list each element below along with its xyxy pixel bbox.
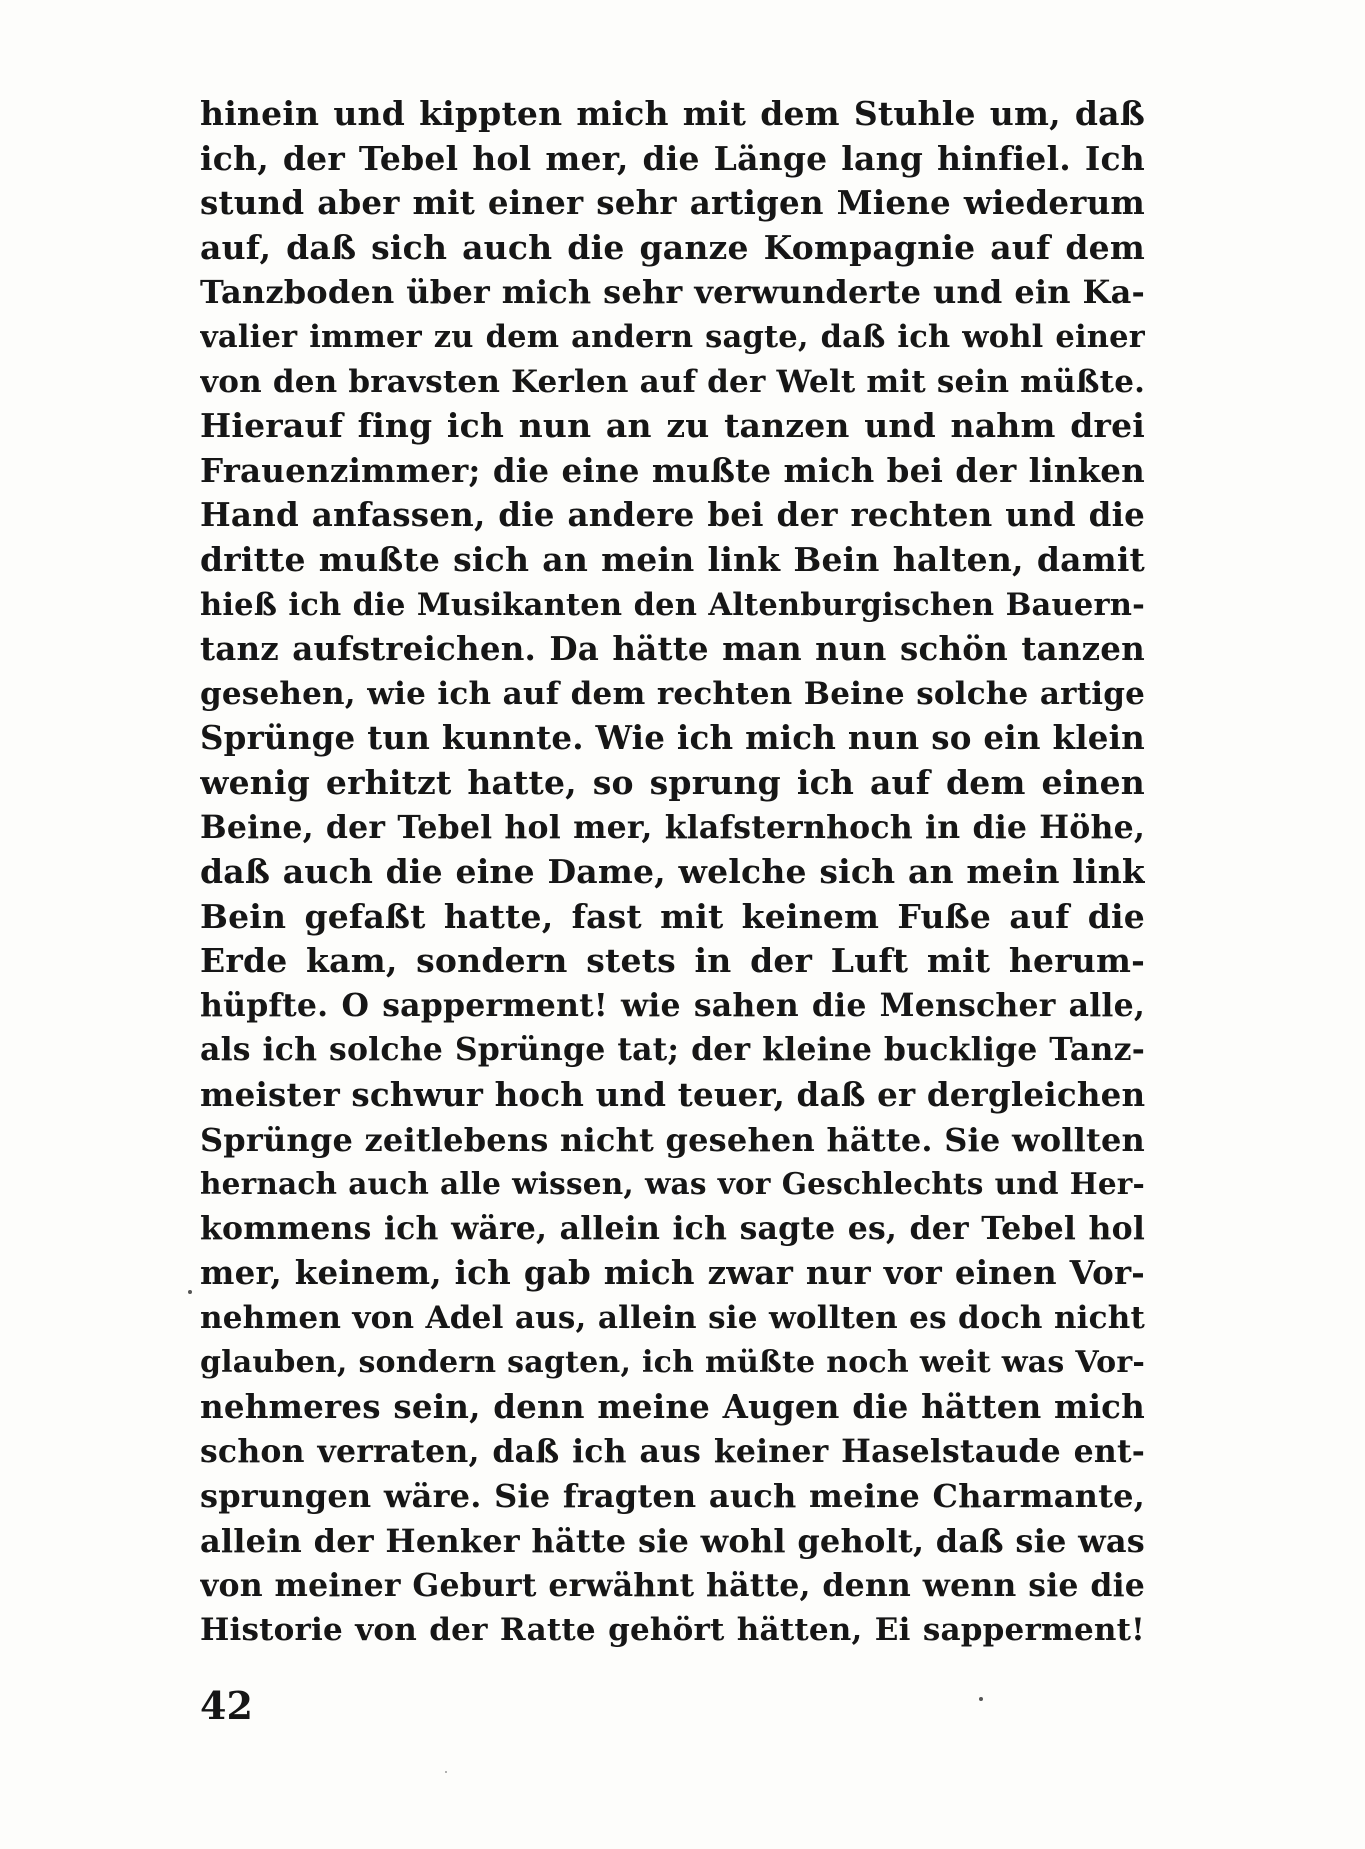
text-line: gesehen, wie ich auf dem rechten Beine solche artige [200, 675, 1145, 712]
text-line: hieß ich die Musikanten den Altenburgischen Bauern- [200, 586, 1145, 623]
page-number: 42 [200, 1683, 253, 1728]
text-line: von meiner Geburt erwähnt hätte, denn wenn sie die [200, 1566, 1145, 1604]
text-line: Bein gefaßt hatte, fast mit keinem Fuße auf die [200, 896, 1145, 936]
text-line: Sprünge zeitlebens nicht gesehen hätte. Sie wollten [200, 1120, 1145, 1159]
print-speck [979, 1697, 983, 1701]
text-line: stund aber mit einer sehr artigen Miene wiederum [200, 183, 1145, 223]
text-line: valier immer zu dem andern sagte, daß ich wohl einer [200, 318, 1145, 355]
text-line: mer, keinem, ich gab mich zwar nur vor einen Vor- [200, 1253, 1145, 1293]
text-line: nehmeres sein, denn meine Augen die hätten mich [200, 1387, 1145, 1427]
text-line: meister schwur hoch und teuer, daß er dergleichen [200, 1075, 1145, 1115]
text-line: Historie von der Ratte gehört hätten, Ei sapperment! [200, 1612, 1145, 1649]
text-line: kommens ich wäre, allein ich sagte es, der Tebel hol [200, 1209, 1145, 1247]
text-line: sprungen wäre. Sie fragten auch meine Charmante, [200, 1477, 1145, 1516]
print-speck [445, 1771, 447, 1773]
text-line: auf, daß sich auch die ganze Kompagnie auf dem [200, 227, 1145, 267]
body-text [200, 92, 1145, 1653]
text-line: nehmen von Adel aus, allein sie wollten es doch nicht [200, 1300, 1145, 1337]
text-line: Frauenzimmer; die eine mußte mich bei der linken [200, 450, 1145, 490]
text-line: als ich solche Sprünge tat; der kleine bucklige Tanz- [200, 1031, 1145, 1069]
text-line: glauben, sondern sagten, ich müßte noch weit was Vor- [200, 1344, 1145, 1380]
text-line: hüpfte. O sapperment! wie sahen die Menscher alle, [200, 986, 1145, 1024]
text-line: hernach auch alle wissen, was vor Geschlechts und Her- [200, 1166, 1145, 1202]
text-line: hinein und kippten mich mit dem Stuhle um, daß [200, 94, 1145, 133]
text-line: von den bravsten Kerlen auf der Welt mit sein müßte. [200, 363, 1145, 400]
text-line: daß auch die eine Dame, welche sich an mein link [200, 852, 1145, 892]
text-line: schon verraten, daß ich aus keiner Haselstaude ent- [200, 1432, 1145, 1470]
text-line: allein der Henker hätte sie wohl geholt, daß sie was [200, 1522, 1145, 1560]
text-line: dritte mußte sich an mein link Bein halten, damit [200, 539, 1145, 579]
text-line: Hierauf fing ich nun an zu tanzen und nahm drei [200, 406, 1145, 446]
text-line: Beine, der Tebel hol mer, klafsternhoch in die Höhe, [200, 808, 1145, 846]
text-line: ich, der Tebel hol mer, die Länge lang hinfiel. Ich [200, 138, 1145, 178]
text-line: Tanzboden über mich sehr verwunderte und ein Ka- [200, 273, 1145, 312]
print-speck [188, 1290, 192, 1294]
text-line: Hand anfassen, die andere bei der rechten und die [200, 495, 1145, 535]
text-line: Sprünge tun kunnte. Wie ich mich nun so ein klein [200, 718, 1145, 758]
text-line: wenig erhitzt hatte, so sprung ich auf dem einen [200, 762, 1145, 802]
text-line: tanz aufstreichen. Da hätte man nun schön tanzen [200, 629, 1145, 669]
text-line: Erde kam, sondern stets in der Luft mit herum- [200, 941, 1145, 981]
